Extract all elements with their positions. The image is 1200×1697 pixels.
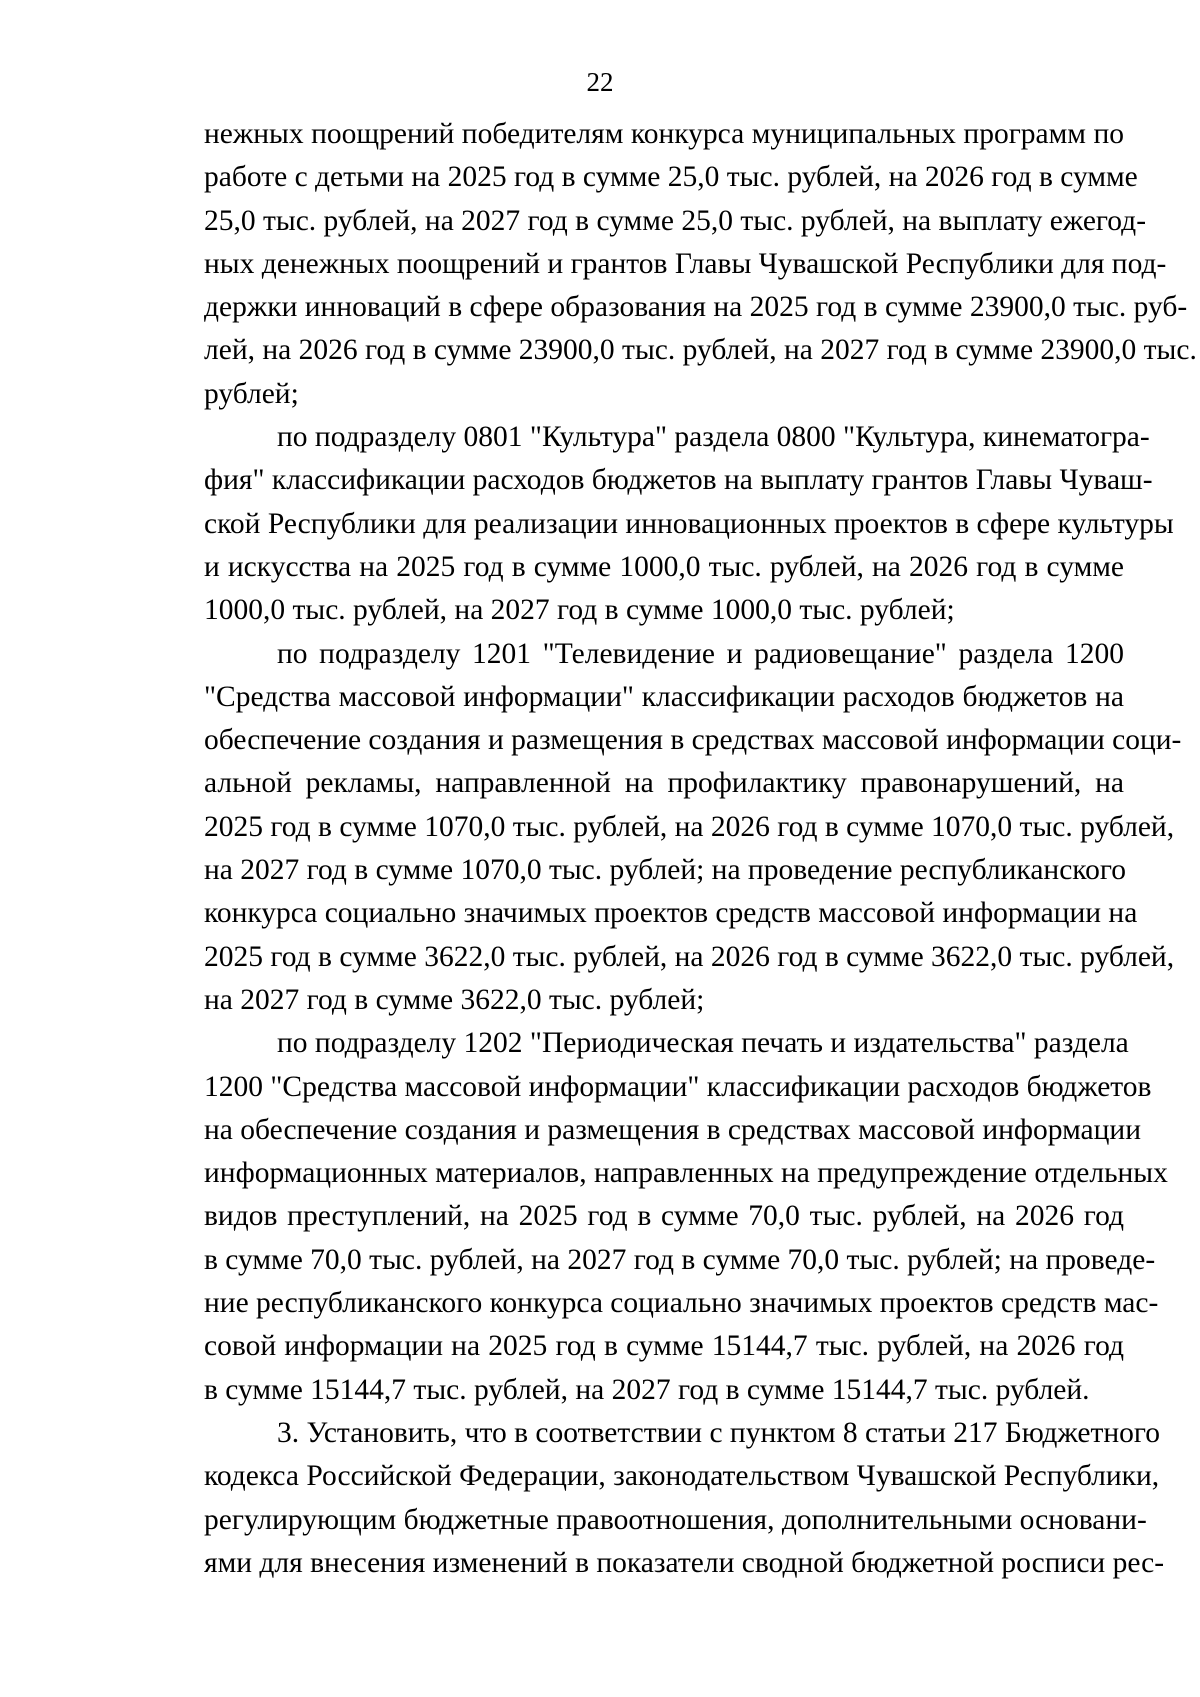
text-line: 2025 год в сумме 1070,0 тыс. рублей, на 2026 год в сумме 1070,0 тыс. рублей, xyxy=(204,810,1175,843)
text-line: на обеспечение создания и размещения в средствах массовой информации xyxy=(204,1113,1141,1146)
text-line: работе с детьми на 2025 год в сумме 25,0 тыс. рублей, на 2026 год в сумме xyxy=(204,161,1138,194)
text-line: 3. Установить, что в соответствии с пунктом 8 статьи 217 Бюджетного xyxy=(277,1416,1160,1449)
text-line: по подразделу 1201 "Телевидение и радиовещание" раздела 1200 xyxy=(277,637,1124,670)
text-line: альной рекламы, направленной на профилактику правонарушений, на xyxy=(204,767,1124,800)
text-line: ями для внесения изменений в показатели сводной бюджетной росписи рес- xyxy=(204,1546,1165,1579)
text-line: конкурса социально значимых проектов средств массовой информации на xyxy=(204,897,1138,930)
text-line: 1200 "Средства массовой информации" классификации расходов бюджетов xyxy=(204,1070,1152,1103)
text-line: "Средства массовой информации" классификации расходов бюджетов на xyxy=(204,680,1124,713)
text-line: обеспечение создания и размещения в средствах массовой информации соци- xyxy=(204,724,1182,757)
paragraph-continuation xyxy=(204,113,1197,416)
text-line: на 2027 год в сумме 1070,0 тыс. рублей; на проведение республиканского xyxy=(204,854,1126,887)
text-line: нежных поощрений победителям конкурса муниципальных программ по xyxy=(204,118,1124,150)
text-line: на 2027 год в сумме 3622,0 тыс. рублей; xyxy=(204,983,705,1016)
text-line: в сумме 15144,7 тыс. рублей, на 2027 год в сумме 15144,7 тыс. рублей. xyxy=(204,1373,1090,1406)
paragraph-culture-0801 xyxy=(204,416,1174,632)
text-line: по подразделу 1202 "Периодическая печать и издательства" раздела xyxy=(277,1027,1129,1060)
text-line: рублей; xyxy=(204,377,299,410)
text-line: держки инноваций в сфере образования на 2025 год в сумме 23900,0 тыс. руб- xyxy=(204,291,1188,324)
text-line: ние республиканского конкурса социально значимых проектов средств мас- xyxy=(204,1287,1159,1320)
text-line: совой информации на 2025 год в сумме 15144,7 тыс. рублей, на 2026 год xyxy=(204,1330,1124,1363)
text-line: видов преступлений, на 2025 год в сумме 70,0 тыс. рублей, на 2026 год xyxy=(204,1200,1124,1233)
text-line: фия" классификации расходов бюджетов на выплату грантов Главы Чуваш- xyxy=(204,464,1153,497)
text-line: лей, на 2026 год в сумме 23900,0 тыс. рублей, на 2027 год в сумме 23900,0 тыс. xyxy=(204,334,1197,367)
text-line: кодекса Российской Федерации, законодательством Чувашской Республики, xyxy=(204,1460,1160,1493)
text-line: информационных материалов, направленных на предупреждение отдельных xyxy=(204,1157,1168,1190)
text-line: регулирующим бюджетные правоотношения, дополнительными основани- xyxy=(204,1503,1147,1536)
page-number: 22 xyxy=(586,67,614,97)
text-line: ской Республики для реализации инновационных проектов в сфере культуры xyxy=(204,507,1174,540)
text-line: 2025 год в сумме 3622,0 тыс. рублей, на 2026 год в сумме 3622,0 тыс. рублей, xyxy=(204,940,1175,973)
text-line: и искусства на 2025 год в сумме 1000,0 тыс. рублей, на 2026 год в сумме xyxy=(204,550,1124,583)
paragraph-television-1201 xyxy=(204,633,1182,1023)
paragraph-press-1202 xyxy=(204,1022,1168,1412)
text-line: в сумме 70,0 тыс. рублей, на 2027 год в сумме 70,0 тыс. рублей; на проведе- xyxy=(204,1243,1156,1276)
text-line: 1000,0 тыс. рублей, на 2027 год в сумме 1000,0 тыс. рублей; xyxy=(204,594,955,627)
paragraph-item-3 xyxy=(204,1412,1165,1585)
text-line: по подразделу 0801 "Культура" раздела 0800 "Культура, кинематогра- xyxy=(277,421,1150,454)
text-line: 25,0 тыс. рублей, на 2027 год в сумме 25,0 тыс. рублей, на выплату ежегод- xyxy=(204,204,1147,237)
text-line: ных денежных поощрений и грантов Главы Чувашской Республики для под- xyxy=(204,247,1167,280)
document-body xyxy=(204,113,1197,1585)
